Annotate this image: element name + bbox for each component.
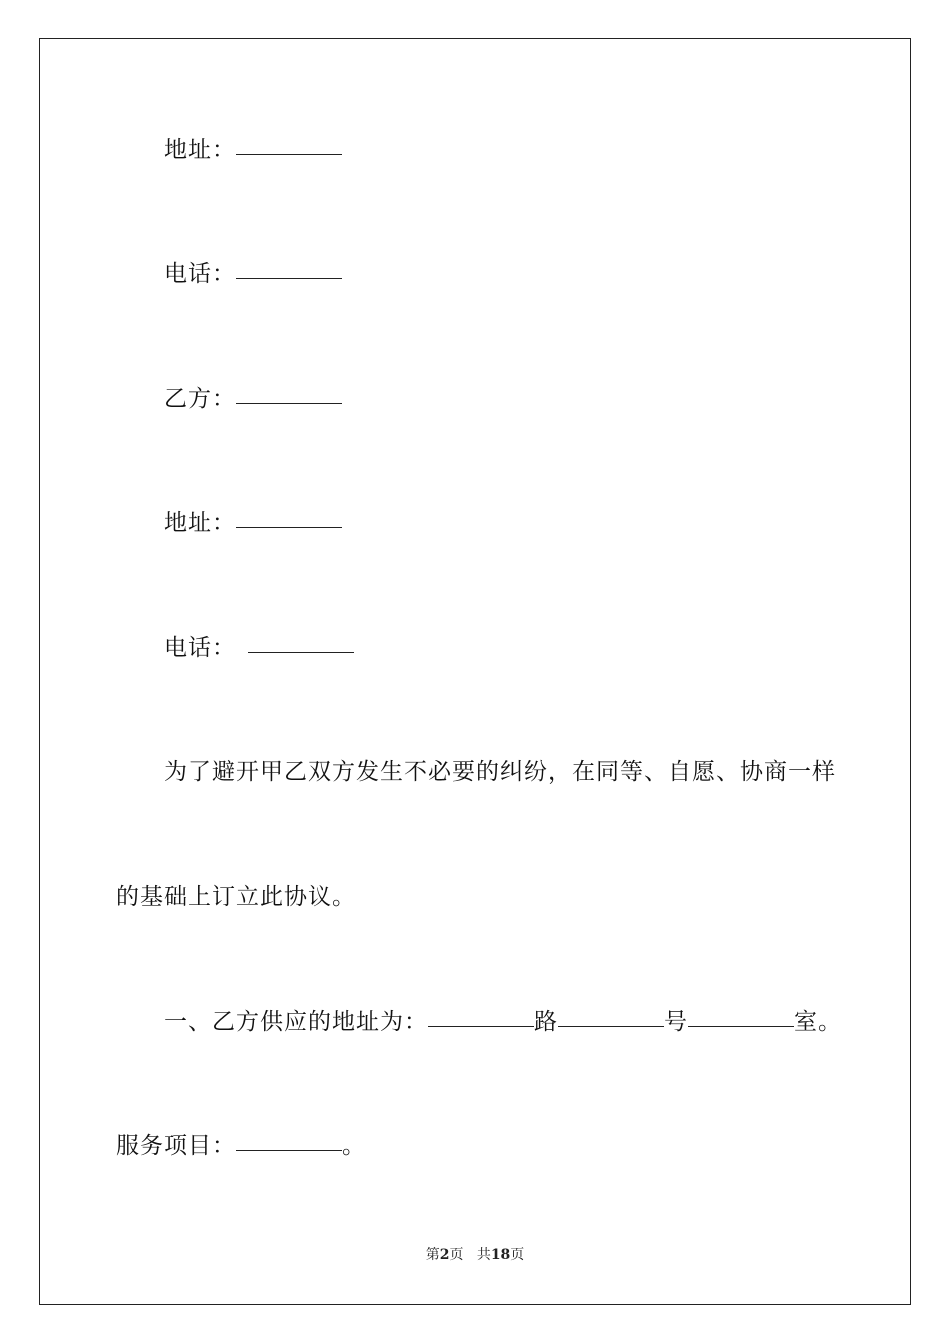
party-a-address-blank [236, 153, 342, 155]
intro-paragraph-line1: 为了避开甲乙双方发生不必要的纠纷，在同等、自愿、协商一样 [164, 759, 836, 785]
clause-1-address-blank [428, 1025, 534, 1027]
clause-1-road: 路 [534, 1009, 558, 1035]
clause-1-room: 室。 [794, 1009, 842, 1035]
party-b-blank [236, 402, 342, 404]
party-b-phone-blank [248, 651, 354, 653]
clause-1-prefix: 一、乙方供应的地址为： [164, 1009, 428, 1035]
party-a-phone-label: 电话： [164, 261, 236, 287]
party-b-phone-line [164, 634, 354, 662]
intro-paragraph-line2: 的基础上订立此协议。 [116, 884, 356, 910]
clause-1-road-blank [558, 1025, 664, 1027]
party-b-address-label: 地址： [164, 510, 236, 536]
footer-total-number: 18 [490, 1247, 511, 1263]
party-b-phone-label: 电话： [164, 635, 236, 661]
service-blank [236, 1149, 342, 1151]
party-a-phone-blank [236, 277, 342, 279]
footer-page-suffix: 页 [449, 1247, 464, 1263]
clause-1-number: 号 [664, 1009, 688, 1035]
footer-page-prefix: 第 [425, 1247, 440, 1263]
clause-1-number-blank [688, 1025, 794, 1027]
party-b-address-line [164, 509, 342, 537]
clause-1-line [164, 1008, 842, 1036]
page-footer [0, 1246, 950, 1264]
party-b-address-blank [236, 526, 342, 528]
service-line [116, 1132, 366, 1160]
footer-page-number: 2 [439, 1247, 450, 1263]
party-a-address-label: 地址： [164, 137, 236, 163]
party-b-line [164, 385, 342, 413]
footer-total-prefix: 共 [476, 1247, 491, 1263]
party-a-phone-line [164, 260, 342, 288]
service-label: 服务项目： [116, 1133, 236, 1159]
party-b-label: 乙方： [164, 386, 236, 412]
service-end: 。 [342, 1133, 366, 1159]
footer-total-suffix: 页 [510, 1247, 525, 1263]
party-a-address-line [164, 136, 342, 164]
page-frame [39, 38, 911, 1305]
